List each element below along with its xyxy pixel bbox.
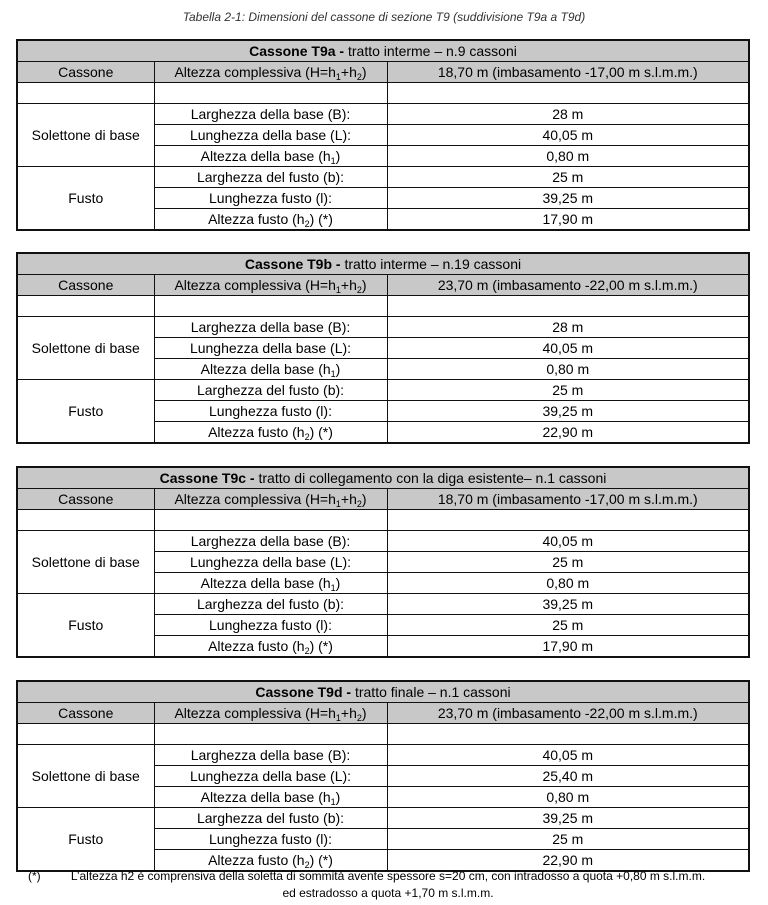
group-solettone: Solettone di base — [17, 531, 154, 594]
label-altezza-base: Altezza della base $(h_1)$ — [154, 359, 387, 380]
label-larghezza-fusto: Larghezza del fusto (b): — [154, 380, 387, 401]
footnote-mark: (*) — [28, 869, 41, 883]
altezza-value: 23,70 m (imbasamento -22,00 m s.l.m.m.) — [387, 703, 749, 724]
table-title — [17, 253, 749, 275]
table-title — [17, 681, 749, 703]
label-larghezza-fusto: Larghezza del fusto (b): — [154, 594, 387, 615]
label-larghezza-base: Larghezza della base (B): — [154, 745, 387, 766]
blank-cell — [387, 510, 749, 531]
col-altezza-label: Altezza complessiva $(H=h_1+h_2)$ — [154, 703, 387, 724]
value-altezza-base: 0,80 m — [387, 573, 749, 594]
value-lunghezza-fusto: 39,25 m — [387, 401, 749, 422]
footnote — [16, 868, 748, 902]
label-altezza-fusto: Altezza fusto $(h_2)$ (*) — [154, 636, 387, 658]
value-larghezza-fusto: 39,25 m — [387, 808, 749, 829]
blank-cell — [387, 296, 749, 317]
blank-cell — [154, 510, 387, 531]
altezza-value: 23,70 m (imbasamento -22,00 m s.l.m.m.) — [387, 275, 749, 296]
group-fusto: Fusto — [17, 167, 154, 231]
value-lunghezza-fusto: 39,25 m — [387, 188, 749, 209]
col-cassone: Cassone — [17, 275, 154, 296]
label-larghezza-base: Larghezza della base (B): — [154, 317, 387, 338]
value-altezza-base: 0,80 m — [387, 787, 749, 808]
value-lunghezza-base: 40,05 m — [387, 125, 749, 146]
value-altezza-fusto: 17,90 m — [387, 636, 749, 658]
group-fusto: Fusto — [17, 380, 154, 444]
group-solettone: Solettone di base — [17, 104, 154, 167]
altezza-value: 18,70 m (imbasamento -17,00 m s.l.m.m.) — [387, 489, 749, 510]
blank-cell — [17, 83, 154, 104]
value-larghezza-base: 40,05 m — [387, 745, 749, 766]
label-lunghezza-base: Lunghezza della base (L): — [154, 766, 387, 787]
footnote-text: L’altezza h2 è comprensiva della soletta di sommità avente spessore s=20 cm, con intradosso a quota +0,80 m s.l.m.m. ed estradosso a quota +1,70 m s.l.m.m. — [70, 869, 706, 900]
label-lunghezza-base: Lunghezza della base (L): — [154, 552, 387, 573]
blank-cell — [154, 296, 387, 317]
col-altezza-label: Altezza complessiva $(H=h_1+h_2)$ — [154, 275, 387, 296]
cassone-table — [16, 252, 750, 444]
value-larghezza-base: 28 m — [387, 317, 749, 338]
label-larghezza-fusto: Larghezza del fusto (b): — [154, 167, 387, 188]
value-altezza-base: 0,80 m — [387, 146, 749, 167]
value-larghezza-fusto: 25 m — [387, 380, 749, 401]
value-altezza-base: 0,80 m — [387, 359, 749, 380]
blank-cell — [154, 83, 387, 104]
cassone-table — [16, 466, 750, 658]
blank-cell — [17, 724, 154, 745]
blank-cell — [17, 510, 154, 531]
label-larghezza-base: Larghezza della base (B): — [154, 104, 387, 125]
table-title-desc: tratto di collegamento con la diga esistente– n.1 cassoni — [254, 470, 607, 486]
cassone-table — [16, 680, 750, 872]
value-larghezza-base: 28 m — [387, 104, 749, 125]
label-altezza-base: Altezza della base $(h_1)$ — [154, 573, 387, 594]
label-lunghezza-fusto: Lunghezza fusto (l): — [154, 188, 387, 209]
label-altezza-base: Altezza della base $(h_1)$ — [154, 146, 387, 167]
table-title-name: Cassone T9a - — [249, 43, 345, 59]
col-cassone: Cassone — [17, 489, 154, 510]
group-solettone: Solettone di base — [17, 317, 154, 380]
label-lunghezza-fusto: Lunghezza fusto (l): — [154, 401, 387, 422]
col-cassone: Cassone — [17, 703, 154, 724]
value-lunghezza-fusto: 25 m — [387, 615, 749, 636]
label-lunghezza-fusto: Lunghezza fusto (l): — [154, 615, 387, 636]
table-title-name: Cassone T9d - — [255, 684, 352, 700]
cassone-table — [16, 39, 750, 231]
label-altezza-fusto: Altezza fusto $(h_2)$ (*) — [154, 422, 387, 444]
label-altezza-fusto: Altezza fusto $(h_2)$ (*) — [154, 850, 387, 872]
table-title — [17, 40, 749, 62]
label-lunghezza-base: Lunghezza della base (L): — [154, 338, 387, 359]
label-altezza-fusto: Altezza fusto $(h_2)$ (*) — [154, 209, 387, 231]
label-lunghezza-fusto: Lunghezza fusto (l): — [154, 829, 387, 850]
value-lunghezza-fusto: 25 m — [387, 829, 749, 850]
group-solettone: Solettone di base — [17, 745, 154, 808]
table-title-desc: tratto interme – n.9 cassoni — [344, 43, 517, 59]
altezza-value: 18,70 m (imbasamento -17,00 m s.l.m.m.) — [387, 62, 749, 83]
value-altezza-fusto: 22,90 m — [387, 422, 749, 444]
blank-cell — [17, 296, 154, 317]
col-altezza-label: Altezza complessiva $(H=h_1+h_2)$ — [154, 62, 387, 83]
label-larghezza-fusto: Larghezza del fusto (b): — [154, 808, 387, 829]
label-altezza-base: Altezza della base $(h_1)$ — [154, 787, 387, 808]
value-altezza-fusto: 22,90 m — [387, 850, 749, 872]
value-lunghezza-base: 40,05 m — [387, 338, 749, 359]
value-larghezza-fusto: 25 m — [387, 167, 749, 188]
group-fusto: Fusto — [17, 808, 154, 872]
table-title — [17, 467, 749, 489]
blank-cell — [154, 724, 387, 745]
table-caption: Tabella 2-1: Dimensioni del cassone di sezione T9 (suddivisione T9a a T9d) — [182, 10, 586, 24]
col-altezza-label: Altezza complessiva $(H=h_1+h_2)$ — [154, 489, 387, 510]
blank-cell — [387, 724, 749, 745]
value-altezza-fusto: 17,90 m — [387, 209, 749, 231]
table-title-name: Cassone T9c - — [159, 470, 255, 486]
table-title-desc: tratto interme – n.19 cassoni — [340, 256, 522, 272]
value-larghezza-base: 40,05 m — [387, 531, 749, 552]
label-larghezza-base: Larghezza della base (B): — [154, 531, 387, 552]
col-cassone: Cassone — [17, 62, 154, 83]
group-fusto: Fusto — [17, 594, 154, 658]
table-title-desc: tratto finale – n.1 cassoni — [351, 684, 511, 700]
table-title-name: Cassone T9b - — [244, 256, 341, 272]
label-lunghezza-base: Lunghezza della base (L): — [154, 125, 387, 146]
value-lunghezza-base: 25 m — [387, 552, 749, 573]
value-larghezza-fusto: 39,25 m — [387, 594, 749, 615]
value-lunghezza-base: 25,40 m — [387, 766, 749, 787]
blank-cell — [387, 83, 749, 104]
